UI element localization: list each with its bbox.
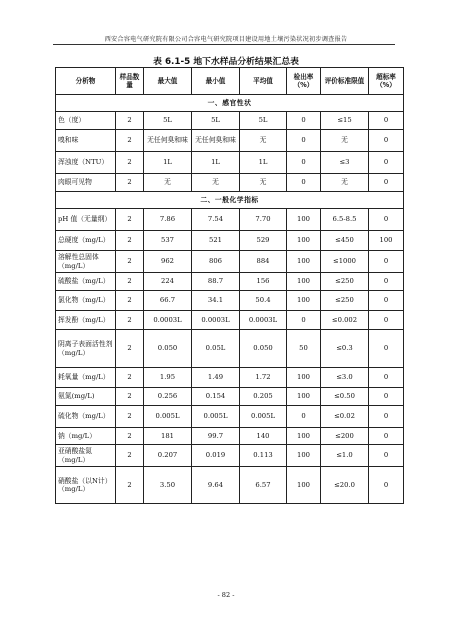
value-cell: ≤1000 bbox=[321, 251, 369, 273]
value-cell: 0 bbox=[369, 406, 404, 428]
value-cell: 529 bbox=[240, 231, 287, 251]
analyte-cell: 氨氮(mg/L) bbox=[56, 388, 116, 406]
value-cell: 100 bbox=[287, 368, 321, 388]
table-title: 表 6.1-5 地下水样品分析结果汇总表 bbox=[153, 57, 299, 67]
value-cell: 100 bbox=[287, 428, 321, 445]
page-header: 西安合容电气研究院有限公司合容电气研究院项目建设用地土壤污染状况初步调查报告 bbox=[104, 36, 348, 43]
value-cell: 0 bbox=[369, 330, 404, 368]
value-cell: 1L bbox=[144, 152, 192, 174]
value-cell: 0.050 bbox=[240, 330, 287, 368]
value-cell: 0 bbox=[369, 152, 404, 174]
section-heading: 二、一般化学指标 bbox=[56, 192, 404, 209]
table-row bbox=[56, 311, 404, 330]
analyte-cell: 溶解性总固体（mg/L） bbox=[56, 251, 116, 273]
value-cell: 0 bbox=[369, 209, 404, 231]
value-cell: 5L bbox=[144, 112, 192, 130]
value-cell: 66.7 bbox=[144, 291, 192, 311]
value-cell: 9.64 bbox=[192, 467, 240, 504]
analyte-cell: 耗氧量（mg/L） bbox=[56, 368, 116, 388]
value-cell: 7.54 bbox=[192, 209, 240, 231]
table-row bbox=[56, 174, 404, 192]
value-cell: 7.70 bbox=[240, 209, 287, 231]
value-cell: 0 bbox=[369, 291, 404, 311]
value-cell: 521 bbox=[192, 231, 240, 251]
column-header: 平均值 bbox=[240, 68, 287, 95]
value-cell: 0 bbox=[287, 406, 321, 428]
value-cell: 2 bbox=[116, 152, 144, 174]
value-cell: 无 bbox=[240, 174, 287, 192]
value-cell: 无 bbox=[144, 174, 192, 192]
column-header: 最大值 bbox=[144, 68, 192, 95]
value-cell: ≤0.3 bbox=[321, 330, 369, 368]
page-number: - 82 - bbox=[217, 591, 235, 599]
analyte-cell: 肉眼可见物 bbox=[56, 174, 116, 192]
analyte-cell: 色（度） bbox=[56, 112, 116, 130]
value-cell: 无 bbox=[321, 130, 369, 152]
value-cell: 0.019 bbox=[192, 445, 240, 467]
value-cell: 5L bbox=[192, 112, 240, 130]
table-row bbox=[56, 152, 404, 174]
value-cell: 0.0003L bbox=[192, 311, 240, 330]
value-cell: 0 bbox=[369, 130, 404, 152]
value-cell: 0 bbox=[287, 174, 321, 192]
table-row bbox=[56, 291, 404, 311]
value-cell: 1L bbox=[192, 152, 240, 174]
table-row bbox=[56, 209, 404, 231]
header-rule bbox=[53, 44, 395, 45]
header-row bbox=[56, 68, 404, 95]
value-cell: 2 bbox=[116, 368, 144, 388]
column-header: 最小值 bbox=[192, 68, 240, 95]
value-cell: 88.7 bbox=[192, 273, 240, 291]
value-cell: 0 bbox=[369, 273, 404, 291]
value-cell: 2 bbox=[116, 174, 144, 192]
value-cell: 无 bbox=[192, 174, 240, 192]
analyte-cell: 钠（mg/L） bbox=[56, 428, 116, 445]
value-cell: 2 bbox=[116, 428, 144, 445]
value-cell: 2 bbox=[116, 388, 144, 406]
value-cell: 2 bbox=[116, 311, 144, 330]
value-cell: 50 bbox=[287, 330, 321, 368]
table-row bbox=[56, 368, 404, 388]
table-row bbox=[56, 467, 404, 504]
analyte-cell: 硝酸盐（以N计）（mg/L） bbox=[56, 467, 116, 504]
value-cell: 0 bbox=[369, 251, 404, 273]
value-cell: 2 bbox=[116, 406, 144, 428]
value-cell: 2 bbox=[116, 445, 144, 467]
value-cell: 0.154 bbox=[192, 388, 240, 406]
table-row bbox=[56, 406, 404, 428]
section-heading: 一、感官性状 bbox=[56, 95, 404, 112]
value-cell: 2 bbox=[116, 330, 144, 368]
value-cell: 0.005L bbox=[240, 406, 287, 428]
value-cell: ≤200 bbox=[321, 428, 369, 445]
value-cell: 0 bbox=[287, 152, 321, 174]
value-cell: 2 bbox=[116, 251, 144, 273]
value-cell: 962 bbox=[144, 251, 192, 273]
table-row bbox=[56, 130, 404, 152]
value-cell: ≤1.0 bbox=[321, 445, 369, 467]
table-row bbox=[56, 388, 404, 406]
value-cell: 50.4 bbox=[240, 291, 287, 311]
value-cell: 1.95 bbox=[144, 368, 192, 388]
column-header: 评价标准限值 bbox=[321, 68, 369, 95]
value-cell: 100 bbox=[287, 388, 321, 406]
value-cell: 无任何臭和味 bbox=[144, 130, 192, 152]
value-cell: 1L bbox=[240, 152, 287, 174]
value-cell: 0.207 bbox=[144, 445, 192, 467]
analyte-cell: pH 值（无量纲） bbox=[56, 209, 116, 231]
value-cell: 2 bbox=[116, 231, 144, 251]
value-cell: 0 bbox=[287, 130, 321, 152]
value-cell: 0 bbox=[369, 388, 404, 406]
value-cell: 2 bbox=[116, 273, 144, 291]
value-cell: 884 bbox=[240, 251, 287, 273]
value-cell: 100 bbox=[287, 273, 321, 291]
value-cell: 6.57 bbox=[240, 467, 287, 504]
value-cell: 无任何臭和味 bbox=[192, 130, 240, 152]
value-cell: 无 bbox=[240, 130, 287, 152]
value-cell: ≤0.02 bbox=[321, 406, 369, 428]
value-cell: 0 bbox=[369, 467, 404, 504]
analyte-cell: 硫化物（mg/L） bbox=[56, 406, 116, 428]
value-cell: 100 bbox=[287, 251, 321, 273]
column-header: 检出率（%） bbox=[287, 68, 321, 95]
table-row bbox=[56, 251, 404, 273]
column-header: 样品数量 bbox=[116, 68, 144, 95]
value-cell: 100 bbox=[287, 209, 321, 231]
section-row bbox=[56, 95, 404, 112]
value-cell: ≤450 bbox=[321, 231, 369, 251]
value-cell: ≤250 bbox=[321, 273, 369, 291]
column-header: 分析物 bbox=[56, 68, 116, 95]
groundwater-results-table bbox=[55, 67, 404, 504]
analyte-cell: 嗅和味 bbox=[56, 130, 116, 152]
value-cell: 100 bbox=[287, 291, 321, 311]
value-cell: 0 bbox=[369, 174, 404, 192]
value-cell: 100 bbox=[369, 231, 404, 251]
value-cell: ≤0.002 bbox=[321, 311, 369, 330]
value-cell: 156 bbox=[240, 273, 287, 291]
value-cell: 0.050 bbox=[144, 330, 192, 368]
analyte-cell: 挥发酚（mg/L） bbox=[56, 311, 116, 330]
value-cell: 0 bbox=[369, 311, 404, 330]
value-cell: 100 bbox=[287, 445, 321, 467]
value-cell: 2 bbox=[116, 209, 144, 231]
value-cell: 2 bbox=[116, 467, 144, 504]
value-cell: 0 bbox=[369, 445, 404, 467]
value-cell: 1.49 bbox=[192, 368, 240, 388]
value-cell: 5L bbox=[240, 112, 287, 130]
analyte-cell: 硫酸盐（mg/L） bbox=[56, 273, 116, 291]
value-cell: 0.205 bbox=[240, 388, 287, 406]
value-cell: 537 bbox=[144, 231, 192, 251]
value-cell: ≤15 bbox=[321, 112, 369, 130]
table-row bbox=[56, 428, 404, 445]
value-cell: 无 bbox=[321, 174, 369, 192]
value-cell: 3.50 bbox=[144, 467, 192, 504]
value-cell: ≤250 bbox=[321, 291, 369, 311]
value-cell: 7.86 bbox=[144, 209, 192, 231]
value-cell: 99.7 bbox=[192, 428, 240, 445]
value-cell: 0 bbox=[369, 428, 404, 445]
value-cell: ≤0.50 bbox=[321, 388, 369, 406]
value-cell: 2 bbox=[116, 130, 144, 152]
value-cell: 0 bbox=[369, 112, 404, 130]
value-cell: 1.72 bbox=[240, 368, 287, 388]
value-cell: 0.005L bbox=[192, 406, 240, 428]
value-cell: ≤3.0 bbox=[321, 368, 369, 388]
analyte-cell: 浑浊度（NTU） bbox=[56, 152, 116, 174]
table-row bbox=[56, 330, 404, 368]
value-cell: 2 bbox=[116, 291, 144, 311]
value-cell: 0 bbox=[287, 311, 321, 330]
value-cell: 0.05L bbox=[192, 330, 240, 368]
value-cell: 0.256 bbox=[144, 388, 192, 406]
value-cell: 140 bbox=[240, 428, 287, 445]
value-cell: 0.0003L bbox=[240, 311, 287, 330]
value-cell: 34.1 bbox=[192, 291, 240, 311]
value-cell: 0.005L bbox=[144, 406, 192, 428]
value-cell: 224 bbox=[144, 273, 192, 291]
analyte-cell: 亚硝酸盐氮（mg/L） bbox=[56, 445, 116, 467]
analyte-cell: 总硬度（mg/L） bbox=[56, 231, 116, 251]
value-cell: 100 bbox=[287, 467, 321, 504]
value-cell: 806 bbox=[192, 251, 240, 273]
table-row bbox=[56, 231, 404, 251]
value-cell: ≤20.0 bbox=[321, 467, 369, 504]
value-cell: 100 bbox=[287, 231, 321, 251]
table-row bbox=[56, 445, 404, 467]
value-cell: 181 bbox=[144, 428, 192, 445]
value-cell: 0 bbox=[287, 112, 321, 130]
section-row bbox=[56, 192, 404, 209]
column-header: 超标率（%） bbox=[369, 68, 404, 95]
analyte-cell: 阴离子表面活性剂（mg/L） bbox=[56, 330, 116, 368]
value-cell: ≤3 bbox=[321, 152, 369, 174]
table-row bbox=[56, 273, 404, 291]
value-cell: 0 bbox=[369, 368, 404, 388]
value-cell: 2 bbox=[116, 112, 144, 130]
table-row bbox=[56, 112, 404, 130]
value-cell: 0.113 bbox=[240, 445, 287, 467]
value-cell: 0.0003L bbox=[144, 311, 192, 330]
value-cell: 6.5-8.5 bbox=[321, 209, 369, 231]
analyte-cell: 氯化物（mg/L） bbox=[56, 291, 116, 311]
